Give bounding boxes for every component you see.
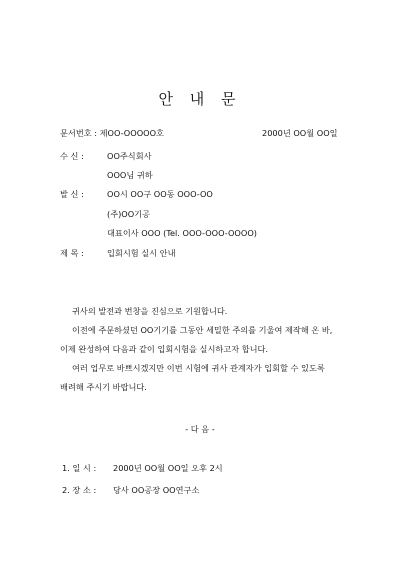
document-date: 2000년 OO월 OO일 — [262, 128, 338, 138]
body-paragraph-1: 귀사의 발전과 번창을 진심으로 기원합니다. — [72, 306, 228, 316]
recipient-company: OO주식회사 — [107, 151, 152, 161]
sender-company: (주)OO기공 — [107, 209, 151, 219]
body-paragraph-2-line-2: 이제 완성하여 다음과 같이 입회시험을 실시하고자 합니다. — [60, 344, 269, 354]
item-2-value: 당사 OO공장 OO연구소 — [113, 485, 200, 495]
document-title: 안 내 문 — [158, 90, 242, 108]
sender-address: OO시 OO구 OO동 OOO-OO — [107, 189, 213, 199]
item-1-value: 2000년 OO월 OO일 오후 2시 — [113, 463, 223, 473]
document-number: 문서번호 : 제OO-OOOOO호 — [60, 128, 164, 138]
sender-ceo: 대표이사 OOO (Tel. OOO-OOO-OOOO) — [107, 228, 257, 238]
subject-label: 제 목 : — [60, 248, 84, 258]
recipient-person: OOO님 귀하 — [107, 170, 153, 180]
subject-text: 입회시험 실시 안내 — [107, 248, 176, 258]
body-paragraph-3-line-2: 배려해 주시기 바랍니다. — [60, 382, 147, 392]
body-paragraph-3-line-1: 여러 업무로 바쁘시겠지만 이번 시험에 귀사 관계자가 입회할 수 있도록 — [72, 363, 325, 373]
section-title: - 다 음 - — [185, 424, 215, 434]
item-2-label: 2. 장 소 : — [62, 485, 97, 495]
sender-label: 발 신 : — [60, 189, 84, 199]
recipient-label: 수 신 : — [60, 151, 84, 161]
body-paragraph-2-line-1: 이전에 주문하셨던 OO기기를 그동안 세밀한 주의를 기울여 제작해 온 바, — [72, 325, 333, 335]
item-1-label: 1. 일 시 : — [62, 463, 97, 473]
